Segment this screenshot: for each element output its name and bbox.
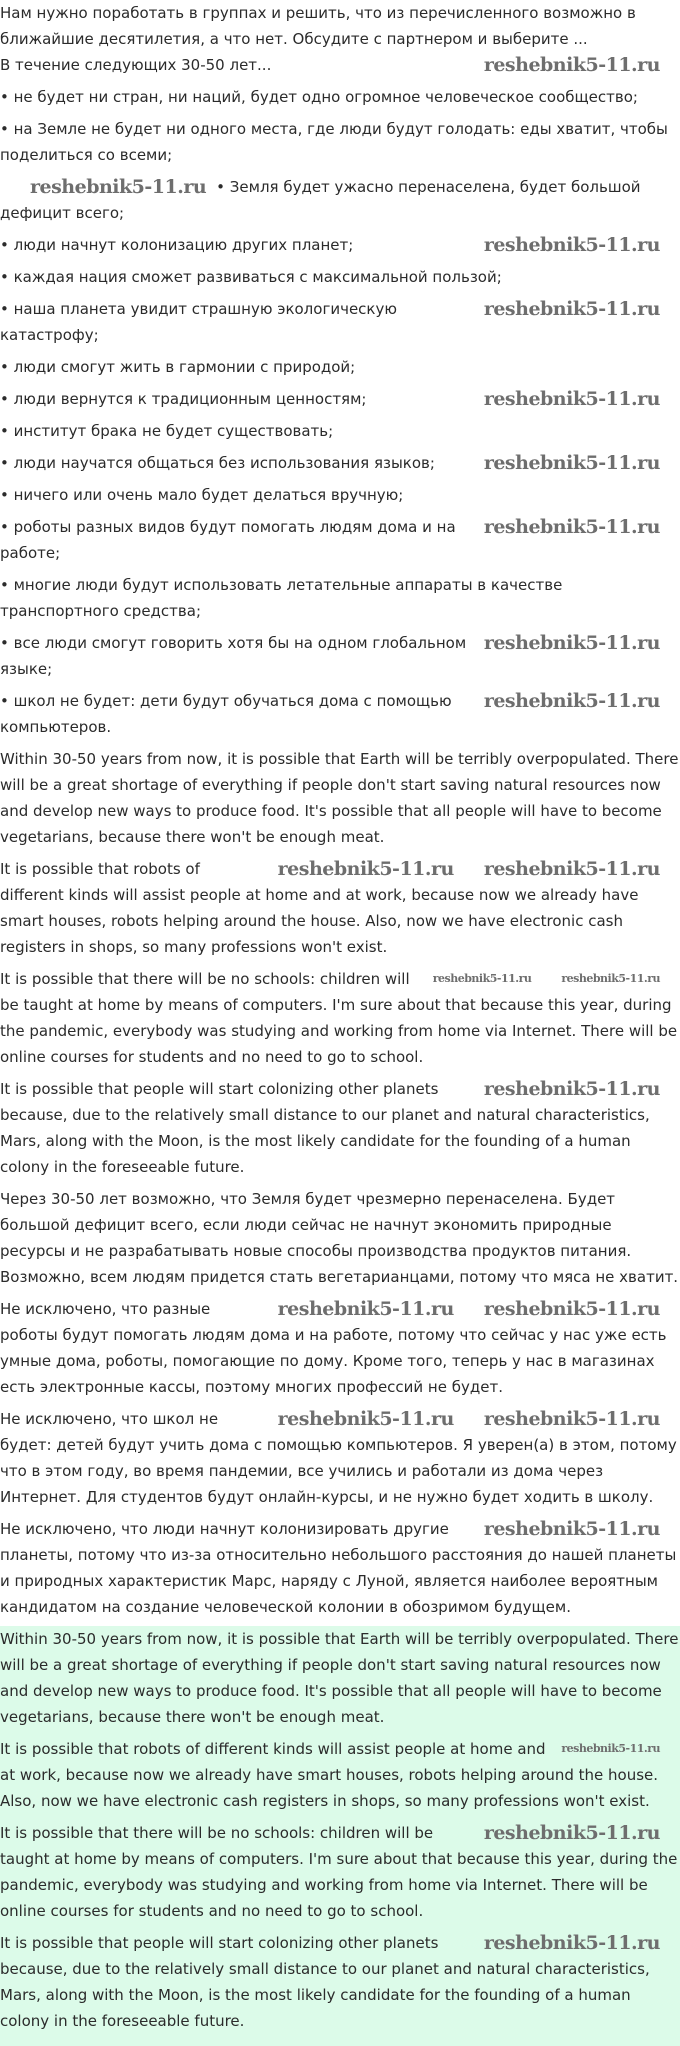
list-item-text: • все люди смогут говорить хотя бы на одном глобальном языке; — [0, 634, 467, 678]
paragraph — [0, 966, 680, 1070]
paragraph — [0, 1930, 680, 2034]
paragraph-text: Не исключено, что разные роботы будут помогать людям дома и на работе, потому что сейчас у нас уже есть умные дома, роботы, помогающие по дому. Кроме того, теперь у нас в магазинах есть электронные кассы, поэтому многих профессий не будет. — [0, 1300, 667, 1396]
watermark: reshebnik5-11.ru — [483, 858, 660, 880]
paragraph — [0, 1736, 680, 1814]
paragraph — [0, 1296, 680, 1400]
paragraph-text: It is possible that people will start colonizing other planets because, due to the relatively small distance to our planet and natural characteristics, Mars, along with the Moon, is the most likely candidate for the founding of a human colony in the foreseeable future. — [0, 1080, 650, 1176]
watermark: reshebnik5-11.ru — [483, 298, 660, 320]
paragraph: Within 30-50 years from now, it is possible that Earth will be terribly overpopulated. There will be a great shortage of everything if people don't start saving natural resources now and develop new ways to produce food. It's possible that all people will have to become vegetarians, because there won't be enough meat. — [0, 750, 679, 846]
russian-translation — [0, 1186, 680, 1620]
english-answer — [0, 746, 680, 1180]
watermark: reshebnik5-11.ru — [30, 176, 207, 198]
lead-text — [0, 52, 680, 78]
watermark: reshebnik5-11.ru — [561, 1742, 660, 1755]
watermark: reshebnik5-11.ru — [483, 388, 660, 410]
list-item — [0, 514, 680, 566]
paragraph: Через 30-50 лет возможно, что Земля будет чрезмерно перенаселена. Будет большой дефицит всего, если люди сейчас не начнут экономить природные ресурсы и не разрабатывать новые способы производства продуктов питания. Возможно, всем людям придется стать вегетарианцами, потому что мяса не хватит. — [0, 1190, 679, 1286]
list-item — [0, 688, 680, 740]
watermark: reshebnik5-11.ru — [483, 1518, 660, 1540]
lead-label: В течение следующих 30-50 лет... — [0, 56, 272, 74]
watermark: reshebnik5-11.ru — [277, 858, 454, 880]
intro-text: Нам нужно поработать в группах и решить, что из перечисленного возможно в — [0, 4, 636, 22]
paragraph-text: Не исключено, что школ не будет: детей будут учить дома с помощью компьютеров. Я уверен(а) в этом, потому что в этом году, во время пандемии, все учились и работали из дома через Интернет. Для студентов будут онлайн-курсы, и не нужно будет ходить в школу. — [0, 1410, 677, 1506]
watermark: reshebnik5-11.ru — [483, 234, 660, 256]
watermark: reshebnik5-11.ru — [483, 1078, 660, 1100]
watermark: reshebnik5-11.ru — [277, 1298, 454, 1320]
list-item-text: • люди начнут колонизацию других планет; — [0, 236, 354, 254]
paragraph-text: It is possible that people will start colonizing other planets because, due to the relatively small distance to our planet and natural characteristics, Mars, along with the Moon, is the most likely candidate for the founding of a human colony in the foreseeable future. — [0, 1934, 650, 2030]
list-item-text: • наша планета увидит страшную экологическую катастрофу; — [0, 300, 397, 344]
list-item-text: • роботы разных видов будут помогать людям дома и на работе; — [0, 518, 456, 562]
list-item: • люди смогут жить в гармонии с природой; — [0, 358, 356, 376]
list-item — [0, 630, 680, 682]
paragraph-text: It is possible that there will be no schools: children will be taught at home by means of computers. I'm sure about that because this year, during the pandemic, everybody was studying and working from home via Internet. There will be online courses for students and no need to go to school. — [0, 970, 678, 1066]
paragraph-text: It is possible that robots of different kinds will assist people at home and at work, because now we already have smart houses, robots helping around the house. Also, now we have electronic cash registers in shops, so many professions won't exist. — [0, 1740, 659, 1810]
list-item: • многие люди будут использовать летательные аппараты в качестве транспортного средства; — [0, 576, 563, 620]
list-item: • на Земле не будет ни одного места, где люди будут голодать: еды хватит, чтобы поделиться со всеми; — [0, 120, 668, 164]
paragraph: Within 30-50 years from now, it is possible that Earth will be terribly overpopulated. There will be a great shortage of everything if people don't start saving natural resources now and develop new ways to produce food. It's possible that all people will have to become vegetarians, because there won't be enough meat. — [0, 1630, 679, 1726]
list-item — [0, 386, 680, 412]
watermark: reshebnik5-11.ru — [483, 1822, 660, 1844]
english-answer-highlighted — [0, 1626, 680, 2046]
watermark: reshebnik5-11.ru — [483, 452, 660, 474]
list-item: • каждая нация сможет развиваться с максимальной пользой; — [0, 268, 502, 286]
watermark: reshebnik5-11.ru — [432, 972, 532, 985]
watermark: reshebnik5-11.ru — [483, 1932, 660, 1954]
paragraph — [0, 1820, 680, 1924]
paragraph — [0, 1406, 680, 1510]
watermark: reshebnik5-11.ru — [483, 54, 660, 76]
paragraph-text: Не исключено, что люди начнут колонизировать другие планеты, потому что из-за относительно небольшого расстояния до нашей планеты и природных характеристик Марс, наряду с Луной, является наиболее вероятным кандидатом на создание человеческой колонии в обозримом будущем. — [0, 1520, 677, 1616]
list-item-text: • люди вернутся к традиционным ценностям; — [0, 390, 367, 408]
watermark: reshebnik5-11.ru — [483, 690, 660, 712]
list-item-text: • Земля будет ужасно перенаселена, будет большой дефицит всего; — [0, 178, 641, 222]
list-item-text: • люди научатся общаться без использования языков; — [0, 454, 435, 472]
bullet-list — [0, 84, 680, 740]
watermark: reshebnik5-11.ru — [483, 516, 660, 538]
watermark: reshebnik5-11.ru — [483, 1298, 660, 1320]
watermark: reshebnik5-11.ru — [561, 972, 660, 985]
list-item-text: • школ не будет: дети будут обучаться дома с помощью компьютеров. — [0, 692, 452, 736]
intro-cut-text: ближайшие десятилетия, а что нет. Обсудите с партнером и выберите ... — [0, 30, 588, 48]
list-item: • не будет ни стран, ни наций, будет одно огромное человеческое сообщество; — [0, 88, 638, 106]
list-item — [0, 232, 680, 258]
paragraph-text: It is possible that there will be no schools: children will be taught at home by means of computers. I'm sure about that because this year, during the pandemic, everybody was studying and working from home via Internet. There will be online courses for students and no need to go to school. — [0, 1824, 678, 1920]
paragraph — [0, 1076, 680, 1180]
list-item: • ничего или очень мало будет делаться вручную; — [0, 486, 404, 504]
watermark: reshebnik5-11.ru — [483, 1408, 660, 1430]
paragraph-text: It is possible that robots of different kinds will assist people at home and at work, because now we already have smart houses, robots helping around the house. Also, now we have electronic cash registers in shops, so many professions won't exist. — [0, 860, 639, 956]
watermark: reshebnik5-11.ru — [483, 632, 660, 654]
list-item: • институт брака не будет существовать; — [0, 422, 334, 440]
paragraph — [0, 856, 680, 960]
watermark: reshebnik5-11.ru — [277, 1408, 454, 1430]
list-item — [0, 174, 680, 226]
list-item — [0, 296, 680, 348]
paragraph — [0, 1516, 680, 1620]
list-item — [0, 450, 680, 476]
